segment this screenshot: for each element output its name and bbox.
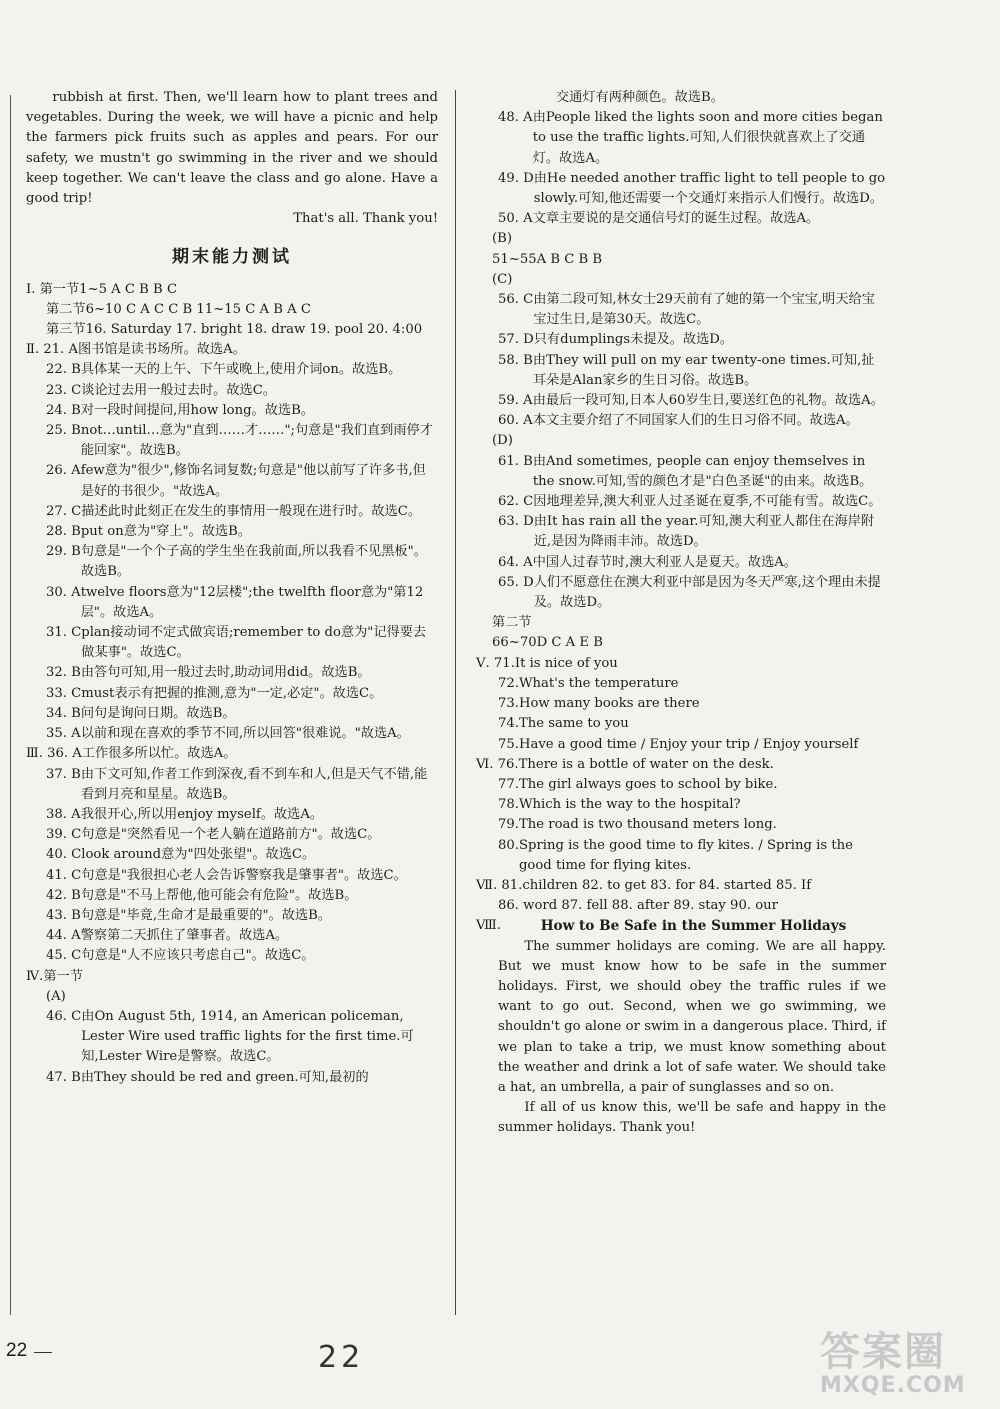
answer-item xyxy=(498,553,886,573)
item-number: Ⅵ. 76. xyxy=(476,756,519,772)
answer-item xyxy=(46,663,438,683)
item-explanation: 描述此时此刻正在发生的事情用一般现在进行时。故选C。 xyxy=(81,503,422,519)
answer-item xyxy=(492,613,886,633)
answer-item xyxy=(46,522,438,542)
item-explanation: 问句是询问日期。故选B。 xyxy=(80,705,236,721)
paragraph: If all of us know this, we'll be safe and happy in the summer holidays. Thank you! xyxy=(498,1100,886,1136)
item-number: 39. C xyxy=(46,827,82,843)
item-number: 65. D xyxy=(498,574,534,590)
item-explanation: 由They will pull on my ear twenty-one times.可知,扯耳朵是Alan家乡的生日习俗。故选B。 xyxy=(532,352,875,388)
item-explanation: 由They should be red and green.可知,最初的 xyxy=(80,1069,369,1085)
item-explanation: look around意为"四处张望"。故选C。 xyxy=(81,847,316,863)
item-number: 43. B xyxy=(46,907,81,923)
answer-item xyxy=(498,512,886,552)
item-explanation: 句意是"不马上帮他,他可能会有危险"。故选B。 xyxy=(80,887,358,903)
item-explanation: The girl always goes to school by bike. xyxy=(518,776,778,792)
right-column xyxy=(476,88,886,1139)
item-explanation: 具体某一天的上午、下午或晚上,使用介词on。故选B。 xyxy=(80,362,402,378)
item-explanation: 句意是"突然看见一个老人躺在道路前方"。故选C。 xyxy=(81,827,381,843)
item-explanation: 句意是"人不应该只考虑自己"。故选C。 xyxy=(81,948,315,964)
item-explanation: 句意是"一个个子高的学生坐在我前面,所以我看不见黑板"。故选B。 xyxy=(80,544,427,580)
item-number: 60. A xyxy=(498,413,533,429)
answer-item xyxy=(46,1068,438,1088)
answer-item xyxy=(26,340,438,360)
item-number: Ⅶ. 81. xyxy=(476,877,523,893)
item-number: 78. xyxy=(498,797,519,813)
item-explanation: Have a good time / Enjoy your trip / Enjoy yourself xyxy=(518,736,859,752)
answer-item xyxy=(498,411,886,431)
answer-item xyxy=(498,573,886,613)
answer-item xyxy=(26,280,438,300)
item-number: 47. B xyxy=(46,1069,81,1085)
item-number: 66~70 xyxy=(492,635,537,651)
item-explanation: 由People liked the lights soon and more cities began to use the traffic lights.可知,人们很快就喜欢上了交通灯。故选A。 xyxy=(532,110,883,166)
item-number: 25. B xyxy=(46,423,81,439)
item-number: 27. C xyxy=(46,503,82,519)
item-explanation: 由答句可知,用一般过去时,助动词用did。故选B。 xyxy=(80,665,371,681)
item-number: 64. A xyxy=(498,554,533,570)
answer-item xyxy=(498,735,886,755)
item-number: 51~55 xyxy=(492,251,537,267)
closing-line: That's all. Thank you! xyxy=(293,211,438,227)
item-explanation: (C) xyxy=(492,271,513,287)
item-explanation: 警察第二天抓住了肇事者。故选A。 xyxy=(80,928,289,944)
answer-item xyxy=(46,724,438,744)
answer-item xyxy=(498,795,886,815)
answer-item xyxy=(46,704,438,724)
item-explanation: 图书馆是读书场所。故选A。 xyxy=(78,342,246,358)
column-divider xyxy=(455,90,456,1315)
item-number: 79. xyxy=(498,817,519,833)
item-number: 38. A xyxy=(46,806,81,822)
item-number: 29. B xyxy=(46,544,81,560)
essay-title-row xyxy=(476,916,886,936)
answer-item xyxy=(498,714,886,734)
item-number: 50. A xyxy=(498,211,533,227)
answer-item xyxy=(46,542,438,582)
item-explanation: 由第二段可知,林女士29天前有了她的第一个宝宝,明天给宝宝过生日,是第30天。故选C。 xyxy=(533,292,875,328)
item-number: 74. xyxy=(498,716,519,732)
item-number: 59. A xyxy=(498,393,533,409)
item-explanation: children 82. to get 83. for 84. started 85. If xyxy=(522,877,812,893)
handwritten-note: 22 xyxy=(318,1340,365,1375)
item-number: 22. B xyxy=(46,362,81,378)
item-number: 31. C xyxy=(46,625,82,641)
answer-item xyxy=(46,765,438,805)
item-number: 41. C xyxy=(46,867,82,883)
answer-item xyxy=(46,320,438,340)
answer-item xyxy=(492,250,886,270)
item-number: 第二节 xyxy=(46,301,86,317)
page-number-dash xyxy=(34,1352,52,1353)
answer-item xyxy=(46,1007,438,1068)
item-explanation: (A) xyxy=(46,988,66,1004)
answer-item xyxy=(498,108,886,169)
answer-item xyxy=(498,492,886,512)
item-number: 46. C xyxy=(46,1008,82,1024)
answer-item xyxy=(498,896,886,916)
answer-item xyxy=(26,744,438,764)
item-number: 62. C xyxy=(498,494,534,510)
answer-item xyxy=(46,805,438,825)
item-explanation: D C A E B xyxy=(536,635,603,651)
item-number: 77. xyxy=(498,776,519,792)
answer-item xyxy=(46,360,438,380)
item-number: 49. D xyxy=(498,170,534,186)
item-number: 23. C xyxy=(46,382,82,398)
item-number: 33. C xyxy=(46,685,82,701)
item-number: 32. B xyxy=(46,665,81,681)
answer-item xyxy=(498,391,886,411)
item-explanation: 句意是"我很担心老人会告诉警察我是肇事者"。故选C。 xyxy=(81,867,407,883)
answer-item xyxy=(498,775,886,795)
item-explanation: twelve floors意为"12层楼";the twelfth floor意为"第12层"。故选A。 xyxy=(80,584,424,620)
paragraph: The summer holidays are coming. We are all happy. But we must know how to be safe in the summer holidays. First, we should obey the traffic rules if we want to go out. Second, when we go swimming, we shouldn't go alone or swim in a dangerous place. Third, if we plan to take a trip, we must know something about the weather and drink a lot of safe water. We should take a hat, an umbrella, a pair of sunglasses and so on. xyxy=(498,938,886,1095)
item-number: 80. xyxy=(498,837,519,853)
item-explanation: not…until…意为"直到……才……";句意是"我们直到雨停才能回家"。故选B。 xyxy=(80,423,433,459)
answer-item xyxy=(46,987,438,1007)
item-number: 48. A xyxy=(498,110,533,126)
item-number: 34. B xyxy=(46,705,81,721)
answer-item xyxy=(46,866,438,886)
item-number: 37. B xyxy=(46,766,81,782)
item-number: 24. B xyxy=(46,402,81,418)
left-column xyxy=(26,88,438,1088)
answer-item xyxy=(492,270,886,290)
answer-item xyxy=(498,674,886,694)
item-number: 63. D xyxy=(498,514,534,530)
item-explanation: 由最后一段可知,日本人60岁生日,要送红色的礼物。故选A。 xyxy=(532,393,884,409)
item-explanation: 1~5 A C B B C xyxy=(79,281,178,297)
item-explanation: 由He needed another traffic light to tell people to go slowly.可知,他还需要一个交通灯来指示人们慢行。故选D。 xyxy=(533,170,886,207)
answer-item xyxy=(498,209,886,229)
answer-item xyxy=(556,88,886,108)
item-explanation: 由It has rain all the year.可知,澳大利亚人都住在海岸附近,是因为降雨丰沛。故选D。 xyxy=(533,514,875,550)
item-explanation: 第一节 xyxy=(43,968,83,984)
left-margin-rule xyxy=(10,95,11,1315)
page-number: 22 xyxy=(6,1340,28,1361)
answer-item xyxy=(46,684,438,704)
item-explanation: plan接动词不定式做宾语;remember to do意为"记得要去做某事"。故选C。 xyxy=(81,625,427,661)
item-number: 42. B xyxy=(46,887,81,903)
answer-item xyxy=(46,300,438,320)
item-explanation: The road is two thousand meters long. xyxy=(518,817,777,833)
answer-item xyxy=(46,845,438,865)
item-number: Ⅲ. 36. A xyxy=(26,746,82,762)
item-explanation: What's the temperature xyxy=(518,675,679,691)
item-number: 35. A xyxy=(46,726,81,742)
item-explanation: must表示有把握的推测,意为"一定,必定"。故选C。 xyxy=(81,685,383,701)
answer-item xyxy=(476,755,886,775)
item-number: Ⅴ. 71. xyxy=(476,655,515,671)
item-explanation: (D) xyxy=(492,433,513,449)
answer-item xyxy=(46,825,438,845)
answer-item xyxy=(476,654,886,674)
item-explanation: 对一段时间提问,用how long。故选B。 xyxy=(80,402,314,418)
item-number: 45. C xyxy=(46,948,82,964)
item-explanation: 谈论过去用一般过去时。故选C。 xyxy=(81,382,276,398)
answer-item xyxy=(46,421,438,461)
item-number: 58. B xyxy=(498,352,533,368)
essay-title: How to Be Safe in the Summer Holidays xyxy=(540,918,847,935)
item-number: 57. D xyxy=(498,332,534,348)
item-number: 72. xyxy=(498,675,519,691)
item-explanation: 由下文可知,作者工作到深夜,看不到车和人,但是天气不错,能看到月亮和星星。故选B。 xyxy=(80,766,428,802)
answer-item xyxy=(492,633,886,653)
item-number: 61. B xyxy=(498,453,533,469)
item-explanation: 中国人过春节时,澳大利亚人是夏天。故选A。 xyxy=(532,554,797,570)
item-explanation: 第二节 xyxy=(492,615,532,631)
item-explanation: 因地理差异,澳大利亚人过圣诞在夏季,不可能有雪。故选C。 xyxy=(533,494,882,510)
item-explanation: It is nice of you xyxy=(514,655,618,671)
paragraph: rubbish at first. Then, we'll learn how to plant trees and vegetables. During the week, we will have a picnic and help the farmers pick fruits such as apples and pears. For our safety, we mustn't go swimming in the river and we should keep together. We can't leave the class and go alone. Have a good trip! xyxy=(26,90,438,207)
item-number: Ⅳ. xyxy=(26,968,44,984)
answer-item xyxy=(26,967,438,987)
answer-item xyxy=(46,946,438,966)
answer-item xyxy=(46,583,438,623)
answer-item xyxy=(498,330,886,350)
item-number: 73. xyxy=(498,696,519,712)
answer-item xyxy=(46,381,438,401)
item-explanation: 16. Saturday 17. bright 18. draw 19. pool 20. 4:00 xyxy=(85,322,423,338)
watermark-top: 答案圈 xyxy=(820,1329,946,1375)
item-number: Ⅰ. 第一节 xyxy=(26,281,80,297)
item-explanation: few意为"很少",修饰名词复数;句意是"他以前写了许多书,但是好的书很少。"故选A。 xyxy=(80,463,426,499)
item-explanation: 只有dumplings未提及。故选D。 xyxy=(533,332,734,348)
answer-item xyxy=(498,351,886,391)
item-explanation: 86. word 87. fell 88. after 89. stay 90. our xyxy=(498,898,778,914)
item-explanation: 交通灯有两种颜色。故选B。 xyxy=(556,90,724,105)
item-explanation: 6~10 C A C C B 11~15 C A B A C xyxy=(85,301,311,317)
section-heading: 期末能力测试 xyxy=(172,247,292,268)
answer-item xyxy=(46,461,438,501)
item-explanation: There is a bottle of water on the desk. xyxy=(518,756,774,772)
item-number: 28. B xyxy=(46,524,81,540)
answer-item xyxy=(46,502,438,522)
item-explanation: The same to you xyxy=(518,716,629,732)
answer-item xyxy=(476,876,886,896)
item-explanation: Spring is the good time to fly kites. / Spring is the good time for flying kites. xyxy=(518,837,853,873)
answer-item xyxy=(498,290,886,330)
item-number: 44. A xyxy=(46,928,81,944)
answer-item xyxy=(46,886,438,906)
item-explanation: 由And sometimes, people can enjoy themselves in the snow.可知,雪的颜色才是"白色圣诞"的由来。故选B。 xyxy=(532,453,873,489)
answer-item xyxy=(498,169,886,209)
item-explanation: Which is the way to the hospital? xyxy=(518,797,741,813)
item-explanation: A B C B B xyxy=(536,251,603,267)
item-explanation: How many books are there xyxy=(518,696,700,712)
answer-item xyxy=(498,815,886,835)
answer-item xyxy=(46,401,438,421)
item-explanation: 以前和现在喜欢的季节不同,所以回答"很难说。"故选A。 xyxy=(80,726,410,742)
watermark-bottom: MXQE.COM xyxy=(820,1373,966,1398)
item-explanation: 由On August 5th, 1914, an American policeman, Lester Wire used traffic lights for the first time.可知,Lester Wire是警察。故选C。 xyxy=(81,1008,414,1065)
watermark-logo xyxy=(820,1320,995,1405)
item-number: 第三节 xyxy=(46,322,86,338)
item-explanation: (B) xyxy=(492,231,512,247)
item-explanation: 本文主要介绍了不同国家人们的生日习俗不同。故选A。 xyxy=(532,413,859,429)
answer-item xyxy=(46,623,438,663)
item-explanation: 句意是"毕竟,生命才是最重要的"。故选B。 xyxy=(80,907,332,923)
answer-item xyxy=(498,452,886,492)
item-explanation: 人们不愿意住在澳大利亚中部是因为冬天严寒,这个理由未提及。故选D。 xyxy=(533,574,881,611)
item-explanation: 我很开心,所以用enjoy myself。故选A。 xyxy=(80,806,324,822)
item-number: Ⅱ. 21. A xyxy=(26,342,79,358)
item-number: 40. C xyxy=(46,847,82,863)
answer-item xyxy=(492,229,886,249)
answer-item xyxy=(498,694,886,714)
item-number: 75. xyxy=(498,736,519,752)
answer-item xyxy=(498,836,886,876)
answer-item xyxy=(46,906,438,926)
item-explanation: 文章主要说的是交通信号灯的诞生过程。故选A。 xyxy=(532,211,820,227)
item-number: 26. A xyxy=(46,463,81,479)
answer-item xyxy=(46,926,438,946)
section-number: Ⅷ. xyxy=(476,918,501,934)
item-number: 56. C xyxy=(498,292,534,308)
item-number: 30. A xyxy=(46,584,81,600)
item-explanation: put on意为"穿上"。故选B。 xyxy=(80,524,252,540)
answer-item xyxy=(492,431,886,451)
item-explanation: 工作很多所以忙。故选A。 xyxy=(81,746,237,762)
